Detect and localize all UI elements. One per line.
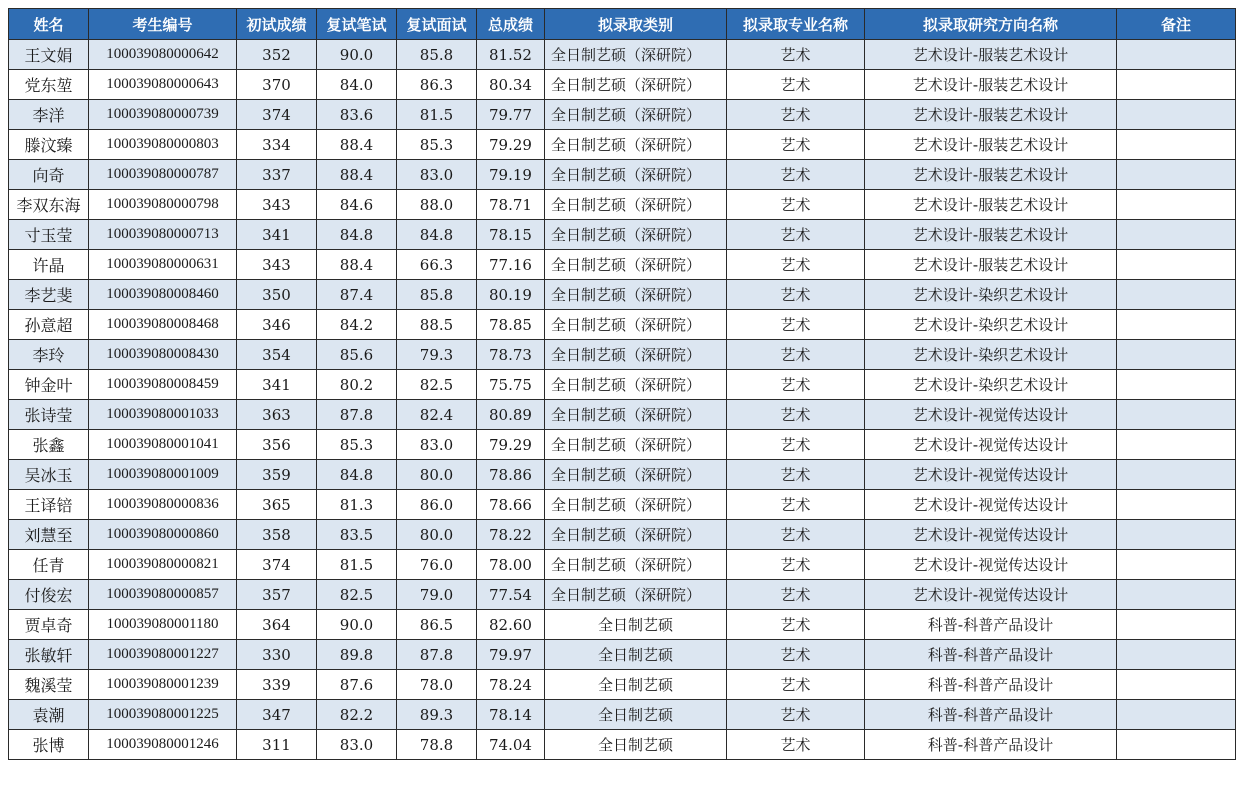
header-name: 姓名 — [9, 9, 89, 40]
cell-major-name: 艺术 — [727, 370, 865, 400]
cell-remarks — [1117, 340, 1236, 370]
table-row — [9, 280, 1236, 310]
cell-interview-retest: 66.3 — [397, 250, 477, 280]
cell-total-score: 78.22 — [477, 520, 545, 550]
cell-major-name: 艺术 — [727, 400, 865, 430]
header-total-score: 总成绩 — [477, 9, 545, 40]
cell-major-name: 艺术 — [727, 160, 865, 190]
cell-exam-id: 100039080001180 — [89, 610, 237, 640]
cell-name: 王文娟 — [9, 40, 89, 70]
cell-major-name: 艺术 — [727, 520, 865, 550]
cell-admission-category: 全日制艺硕（深研院） — [545, 430, 727, 460]
cell-remarks — [1117, 490, 1236, 520]
cell-written-retest: 85.6 — [317, 340, 397, 370]
cell-interview-retest: 89.3 — [397, 700, 477, 730]
cell-total-score: 78.86 — [477, 460, 545, 490]
cell-exam-id: 100039080008430 — [89, 340, 237, 370]
cell-initial-score: 374 — [237, 100, 317, 130]
cell-exam-id: 100039080000860 — [89, 520, 237, 550]
table-row — [9, 730, 1236, 760]
table-row — [9, 220, 1236, 250]
cell-remarks — [1117, 220, 1236, 250]
cell-exam-id: 100039080000857 — [89, 580, 237, 610]
cell-research-direction: 艺术设计-视觉传达设计 — [865, 550, 1117, 580]
cell-admission-category: 全日制艺硕 — [545, 640, 727, 670]
table-row — [9, 640, 1236, 670]
cell-written-retest: 83.0 — [317, 730, 397, 760]
cell-major-name: 艺术 — [727, 280, 865, 310]
cell-initial-score: 341 — [237, 370, 317, 400]
cell-name: 魏溪莹 — [9, 670, 89, 700]
header-interview-retest: 复试面试 — [397, 9, 477, 40]
cell-total-score: 78.00 — [477, 550, 545, 580]
cell-initial-score: 337 — [237, 160, 317, 190]
cell-total-score: 78.24 — [477, 670, 545, 700]
cell-interview-retest: 79.0 — [397, 580, 477, 610]
table-row — [9, 700, 1236, 730]
cell-exam-id: 100039080001009 — [89, 460, 237, 490]
cell-admission-category: 全日制艺硕（深研院） — [545, 130, 727, 160]
cell-initial-score: 330 — [237, 640, 317, 670]
cell-research-direction: 艺术设计-染织艺术设计 — [865, 280, 1117, 310]
cell-initial-score: 346 — [237, 310, 317, 340]
cell-initial-score: 341 — [237, 220, 317, 250]
cell-written-retest: 89.8 — [317, 640, 397, 670]
cell-name: 李洋 — [9, 100, 89, 130]
cell-interview-retest: 83.0 — [397, 160, 477, 190]
cell-admission-category: 全日制艺硕（深研院） — [545, 160, 727, 190]
cell-exam-id: 100039080000803 — [89, 130, 237, 160]
cell-name: 贾卓奇 — [9, 610, 89, 640]
cell-exam-id: 100039080001227 — [89, 640, 237, 670]
cell-interview-retest: 82.4 — [397, 400, 477, 430]
header-major-name: 拟录取专业名称 — [727, 9, 865, 40]
cell-total-score: 78.85 — [477, 310, 545, 340]
cell-research-direction: 艺术设计-视觉传达设计 — [865, 430, 1117, 460]
cell-total-score: 79.29 — [477, 430, 545, 460]
cell-major-name: 艺术 — [727, 310, 865, 340]
cell-admission-category: 全日制艺硕（深研院） — [545, 40, 727, 70]
cell-admission-category: 全日制艺硕 — [545, 730, 727, 760]
cell-total-score: 78.15 — [477, 220, 545, 250]
cell-research-direction: 艺术设计-服装艺术设计 — [865, 220, 1117, 250]
table-row — [9, 130, 1236, 160]
cell-remarks — [1117, 190, 1236, 220]
cell-exam-id: 100039080000713 — [89, 220, 237, 250]
cell-total-score: 77.54 — [477, 580, 545, 610]
cell-exam-id: 100039080001041 — [89, 430, 237, 460]
cell-admission-category: 全日制艺硕（深研院） — [545, 490, 727, 520]
cell-exam-id: 100039080000642 — [89, 40, 237, 70]
cell-initial-score: 350 — [237, 280, 317, 310]
cell-admission-category: 全日制艺硕（深研院） — [545, 370, 727, 400]
cell-major-name: 艺术 — [727, 730, 865, 760]
cell-name: 李双东海 — [9, 190, 89, 220]
cell-interview-retest: 87.8 — [397, 640, 477, 670]
cell-research-direction: 艺术设计-服装艺术设计 — [865, 250, 1117, 280]
cell-total-score: 79.77 — [477, 100, 545, 130]
table-row — [9, 310, 1236, 340]
cell-name: 滕汶臻 — [9, 130, 89, 160]
table-row — [9, 40, 1236, 70]
header-admission-category: 拟录取类别 — [545, 9, 727, 40]
cell-major-name: 艺术 — [727, 430, 865, 460]
cell-name: 许晶 — [9, 250, 89, 280]
cell-research-direction: 艺术设计-染织艺术设计 — [865, 370, 1117, 400]
cell-total-score: 82.60 — [477, 610, 545, 640]
cell-remarks — [1117, 40, 1236, 70]
table-row — [9, 670, 1236, 700]
cell-exam-id: 100039080000787 — [89, 160, 237, 190]
header-exam-id: 考生编号 — [89, 9, 237, 40]
cell-name: 王译锫 — [9, 490, 89, 520]
cell-name: 李玲 — [9, 340, 89, 370]
cell-written-retest: 84.0 — [317, 70, 397, 100]
cell-written-retest: 84.8 — [317, 460, 397, 490]
cell-total-score: 79.19 — [477, 160, 545, 190]
cell-initial-score: 334 — [237, 130, 317, 160]
cell-name: 钟金叶 — [9, 370, 89, 400]
cell-research-direction: 艺术设计-视觉传达设计 — [865, 490, 1117, 520]
cell-written-retest: 83.5 — [317, 520, 397, 550]
cell-total-score: 80.19 — [477, 280, 545, 310]
cell-major-name: 艺术 — [727, 250, 865, 280]
cell-remarks — [1117, 520, 1236, 550]
cell-written-retest: 87.6 — [317, 670, 397, 700]
cell-name: 张博 — [9, 730, 89, 760]
cell-remarks — [1117, 160, 1236, 190]
cell-name: 党东堃 — [9, 70, 89, 100]
cell-research-direction: 科普-科普产品设计 — [865, 730, 1117, 760]
table-row — [9, 550, 1236, 580]
cell-remarks — [1117, 130, 1236, 160]
cell-remarks — [1117, 280, 1236, 310]
cell-remarks — [1117, 70, 1236, 100]
cell-initial-score: 364 — [237, 610, 317, 640]
cell-name: 孙意超 — [9, 310, 89, 340]
cell-remarks — [1117, 310, 1236, 340]
cell-total-score: 80.89 — [477, 400, 545, 430]
cell-initial-score: 343 — [237, 250, 317, 280]
cell-research-direction: 艺术设计-视觉传达设计 — [865, 520, 1117, 550]
cell-remarks — [1117, 400, 1236, 430]
table-row — [9, 70, 1236, 100]
cell-admission-category: 全日制艺硕（深研院） — [545, 580, 727, 610]
cell-interview-retest: 78.0 — [397, 670, 477, 700]
cell-name: 袁潮 — [9, 700, 89, 730]
cell-remarks — [1117, 700, 1236, 730]
table-row — [9, 520, 1236, 550]
cell-name: 付俊宏 — [9, 580, 89, 610]
cell-exam-id: 100039080000798 — [89, 190, 237, 220]
cell-total-score: 78.14 — [477, 700, 545, 730]
cell-research-direction: 艺术设计-服装艺术设计 — [865, 190, 1117, 220]
cell-admission-category: 全日制艺硕（深研院） — [545, 70, 727, 100]
cell-admission-category: 全日制艺硕 — [545, 610, 727, 640]
table-row — [9, 460, 1236, 490]
cell-major-name: 艺术 — [727, 190, 865, 220]
cell-admission-category: 全日制艺硕 — [545, 670, 727, 700]
cell-written-retest: 81.5 — [317, 550, 397, 580]
cell-interview-retest: 86.0 — [397, 490, 477, 520]
cell-admission-category: 全日制艺硕 — [545, 700, 727, 730]
cell-major-name: 艺术 — [727, 40, 865, 70]
cell-written-retest: 83.6 — [317, 100, 397, 130]
cell-research-direction: 艺术设计-服装艺术设计 — [865, 130, 1117, 160]
cell-total-score: 79.29 — [477, 130, 545, 160]
cell-initial-score: 357 — [237, 580, 317, 610]
cell-major-name: 艺术 — [727, 550, 865, 580]
cell-total-score: 77.16 — [477, 250, 545, 280]
cell-research-direction: 艺术设计-服装艺术设计 — [865, 40, 1117, 70]
cell-interview-retest: 86.3 — [397, 70, 477, 100]
cell-exam-id: 100039080001239 — [89, 670, 237, 700]
table-row — [9, 100, 1236, 130]
cell-research-direction: 艺术设计-染织艺术设计 — [865, 310, 1117, 340]
cell-exam-id: 100039080008459 — [89, 370, 237, 400]
cell-written-retest: 80.2 — [317, 370, 397, 400]
cell-remarks — [1117, 430, 1236, 460]
cell-initial-score: 347 — [237, 700, 317, 730]
cell-name: 张鑫 — [9, 430, 89, 460]
cell-initial-score: 365 — [237, 490, 317, 520]
cell-remarks — [1117, 370, 1236, 400]
cell-research-direction: 科普-科普产品设计 — [865, 670, 1117, 700]
table-body — [9, 40, 1236, 760]
header-research-direction: 拟录取研究方向名称 — [865, 9, 1117, 40]
cell-remarks — [1117, 580, 1236, 610]
cell-initial-score: 358 — [237, 520, 317, 550]
cell-research-direction: 科普-科普产品设计 — [865, 640, 1117, 670]
table-row — [9, 370, 1236, 400]
cell-written-retest: 87.4 — [317, 280, 397, 310]
cell-name: 寸玉莹 — [9, 220, 89, 250]
cell-written-retest: 87.8 — [317, 400, 397, 430]
header-row — [9, 9, 1236, 40]
table-row — [9, 340, 1236, 370]
cell-admission-category: 全日制艺硕（深研院） — [545, 520, 727, 550]
cell-interview-retest: 79.3 — [397, 340, 477, 370]
cell-initial-score: 363 — [237, 400, 317, 430]
header-written-retest: 复试笔试 — [317, 9, 397, 40]
cell-written-retest: 84.8 — [317, 220, 397, 250]
table-row — [9, 250, 1236, 280]
cell-major-name: 艺术 — [727, 130, 865, 160]
table-row — [9, 610, 1236, 640]
cell-research-direction: 艺术设计-服装艺术设计 — [865, 160, 1117, 190]
cell-interview-retest: 78.8 — [397, 730, 477, 760]
cell-major-name: 艺术 — [727, 460, 865, 490]
cell-research-direction: 艺术设计-服装艺术设计 — [865, 100, 1117, 130]
cell-exam-id: 100039080000739 — [89, 100, 237, 130]
cell-written-retest: 82.2 — [317, 700, 397, 730]
header-initial-score: 初试成绩 — [237, 9, 317, 40]
cell-exam-id: 100039080001033 — [89, 400, 237, 430]
cell-name: 张敏轩 — [9, 640, 89, 670]
cell-total-score: 80.34 — [477, 70, 545, 100]
cell-research-direction: 艺术设计-视觉传达设计 — [865, 460, 1117, 490]
cell-major-name: 艺术 — [727, 700, 865, 730]
cell-initial-score: 359 — [237, 460, 317, 490]
table-row — [9, 190, 1236, 220]
cell-research-direction: 艺术设计-服装艺术设计 — [865, 70, 1117, 100]
table-row — [9, 490, 1236, 520]
cell-exam-id: 100039080001225 — [89, 700, 237, 730]
cell-initial-score: 374 — [237, 550, 317, 580]
cell-interview-retest: 82.5 — [397, 370, 477, 400]
cell-initial-score: 339 — [237, 670, 317, 700]
cell-remarks — [1117, 250, 1236, 280]
cell-interview-retest: 85.3 — [397, 130, 477, 160]
cell-initial-score: 343 — [237, 190, 317, 220]
cell-exam-id: 100039080001246 — [89, 730, 237, 760]
cell-admission-category: 全日制艺硕（深研院） — [545, 340, 727, 370]
cell-admission-category: 全日制艺硕（深研院） — [545, 190, 727, 220]
cell-total-score: 79.97 — [477, 640, 545, 670]
cell-interview-retest: 81.5 — [397, 100, 477, 130]
cell-admission-category: 全日制艺硕（深研院） — [545, 400, 727, 430]
cell-interview-retest: 86.5 — [397, 610, 477, 640]
cell-initial-score: 354 — [237, 340, 317, 370]
cell-research-direction: 艺术设计-视觉传达设计 — [865, 580, 1117, 610]
cell-initial-score: 356 — [237, 430, 317, 460]
admission-table — [8, 8, 1236, 760]
cell-major-name: 艺术 — [727, 70, 865, 100]
cell-written-retest: 90.0 — [317, 40, 397, 70]
table-row — [9, 160, 1236, 190]
cell-interview-retest: 83.0 — [397, 430, 477, 460]
cell-interview-retest: 85.8 — [397, 40, 477, 70]
cell-admission-category: 全日制艺硕（深研院） — [545, 310, 727, 340]
cell-interview-retest: 88.0 — [397, 190, 477, 220]
cell-written-retest: 82.5 — [317, 580, 397, 610]
cell-remarks — [1117, 550, 1236, 580]
cell-name: 任青 — [9, 550, 89, 580]
cell-written-retest: 84.6 — [317, 190, 397, 220]
cell-research-direction: 艺术设计-视觉传达设计 — [865, 400, 1117, 430]
cell-exam-id: 100039080000821 — [89, 550, 237, 580]
cell-written-retest: 88.4 — [317, 130, 397, 160]
table-row — [9, 580, 1236, 610]
cell-written-retest: 84.2 — [317, 310, 397, 340]
cell-remarks — [1117, 610, 1236, 640]
cell-total-score: 81.52 — [477, 40, 545, 70]
cell-admission-category: 全日制艺硕（深研院） — [545, 220, 727, 250]
cell-major-name: 艺术 — [727, 610, 865, 640]
cell-major-name: 艺术 — [727, 100, 865, 130]
cell-name: 向奇 — [9, 160, 89, 190]
cell-major-name: 艺术 — [727, 220, 865, 250]
cell-exam-id: 100039080000836 — [89, 490, 237, 520]
cell-major-name: 艺术 — [727, 340, 865, 370]
cell-total-score: 75.75 — [477, 370, 545, 400]
cell-name: 张诗莹 — [9, 400, 89, 430]
cell-remarks — [1117, 640, 1236, 670]
cell-interview-retest: 80.0 — [397, 520, 477, 550]
cell-exam-id: 100039080000631 — [89, 250, 237, 280]
cell-interview-retest: 80.0 — [397, 460, 477, 490]
cell-major-name: 艺术 — [727, 640, 865, 670]
cell-remarks — [1117, 460, 1236, 490]
cell-admission-category: 全日制艺硕（深研院） — [545, 460, 727, 490]
cell-major-name: 艺术 — [727, 670, 865, 700]
cell-interview-retest: 76.0 — [397, 550, 477, 580]
cell-initial-score: 311 — [237, 730, 317, 760]
cell-remarks — [1117, 100, 1236, 130]
cell-interview-retest: 84.8 — [397, 220, 477, 250]
cell-written-retest: 88.4 — [317, 250, 397, 280]
cell-admission-category: 全日制艺硕（深研院） — [545, 100, 727, 130]
cell-admission-category: 全日制艺硕（深研院） — [545, 280, 727, 310]
cell-interview-retest: 85.8 — [397, 280, 477, 310]
cell-research-direction: 科普-科普产品设计 — [865, 700, 1117, 730]
cell-written-retest: 81.3 — [317, 490, 397, 520]
cell-total-score: 78.73 — [477, 340, 545, 370]
header-remarks: 备注 — [1117, 9, 1236, 40]
table-row — [9, 430, 1236, 460]
cell-total-score: 78.66 — [477, 490, 545, 520]
cell-remarks — [1117, 670, 1236, 700]
cell-initial-score: 352 — [237, 40, 317, 70]
cell-initial-score: 370 — [237, 70, 317, 100]
cell-admission-category: 全日制艺硕（深研院） — [545, 550, 727, 580]
cell-total-score: 78.71 — [477, 190, 545, 220]
cell-name: 吴冰玉 — [9, 460, 89, 490]
cell-written-retest: 85.3 — [317, 430, 397, 460]
cell-research-direction: 科普-科普产品设计 — [865, 610, 1117, 640]
cell-remarks — [1117, 730, 1236, 760]
table-row — [9, 400, 1236, 430]
cell-total-score: 74.04 — [477, 730, 545, 760]
cell-exam-id: 100039080000643 — [89, 70, 237, 100]
cell-exam-id: 100039080008460 — [89, 280, 237, 310]
cell-exam-id: 100039080008468 — [89, 310, 237, 340]
cell-written-retest: 88.4 — [317, 160, 397, 190]
cell-major-name: 艺术 — [727, 580, 865, 610]
cell-major-name: 艺术 — [727, 490, 865, 520]
cell-name: 李艺斐 — [9, 280, 89, 310]
cell-written-retest: 90.0 — [317, 610, 397, 640]
cell-admission-category: 全日制艺硕（深研院） — [545, 250, 727, 280]
cell-research-direction: 艺术设计-染织艺术设计 — [865, 340, 1117, 370]
cell-name: 刘慧至 — [9, 520, 89, 550]
cell-interview-retest: 88.5 — [397, 310, 477, 340]
